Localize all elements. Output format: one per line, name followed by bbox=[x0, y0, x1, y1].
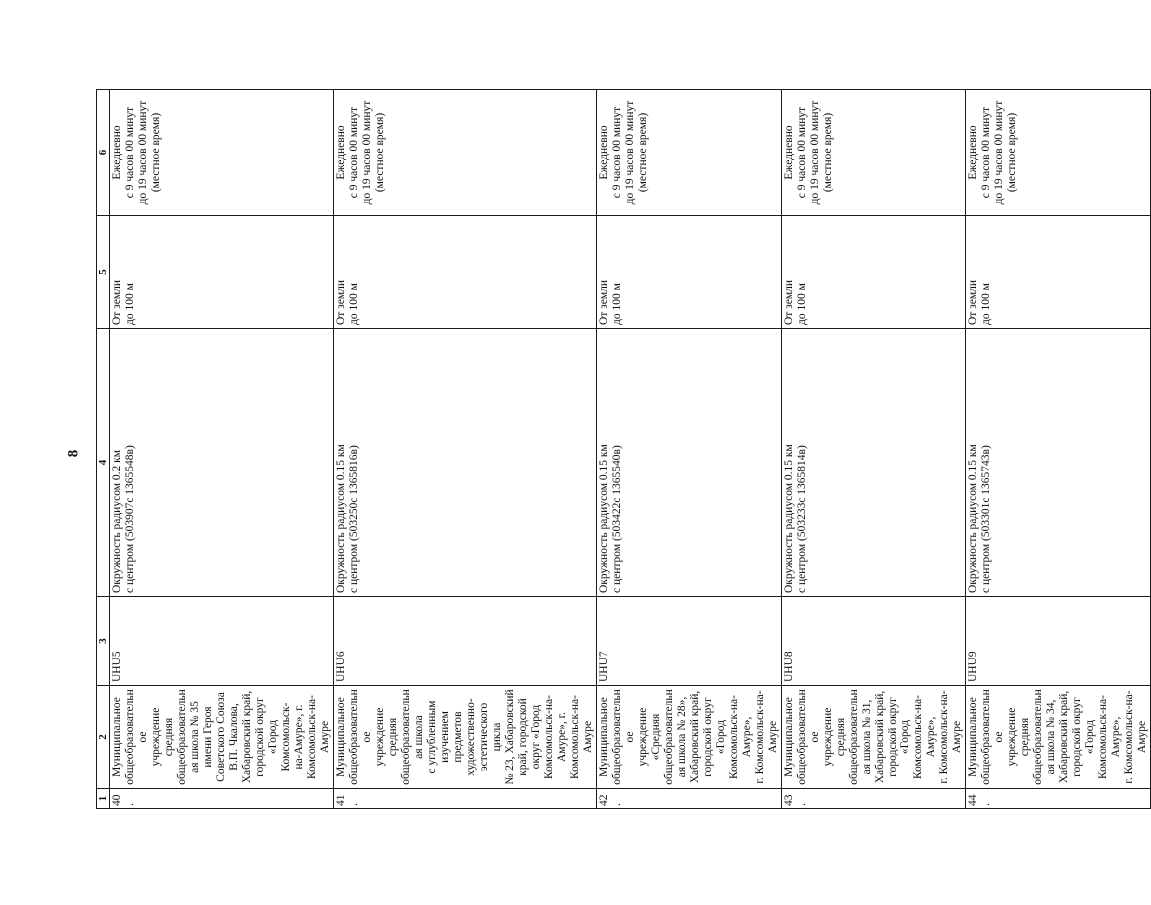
text-line: с 9 часов 00 минут bbox=[348, 106, 361, 199]
text-line: до 100 м bbox=[980, 283, 993, 325]
text-line: учреждение «Средняя bbox=[636, 707, 662, 767]
zone-area bbox=[966, 329, 1151, 597]
text-line: с 9 часов 00 минут bbox=[980, 106, 993, 199]
text-line: с центром (503907с 1365548в) bbox=[124, 445, 137, 593]
text-line: городской округ «Город Комсомольск- bbox=[254, 697, 293, 777]
text-line: Окружность радиусом 0.15 км bbox=[782, 444, 795, 593]
zone-time bbox=[110, 90, 334, 216]
text-line: до 100 м bbox=[124, 283, 137, 325]
text-line: (местное время) bbox=[1006, 112, 1019, 193]
text-line: учреждение средняя bbox=[150, 707, 176, 767]
table-row bbox=[334, 90, 597, 809]
text-line: (местное время) bbox=[821, 112, 834, 193]
row-number: 40. bbox=[110, 789, 334, 809]
zone-area bbox=[596, 329, 781, 597]
row-number: 44. bbox=[966, 789, 1151, 809]
zone-code: UHU7 bbox=[596, 597, 781, 686]
text-line: От земли bbox=[597, 279, 610, 325]
text-line: «Город Комсомольск-на-Амуре», bbox=[1084, 695, 1123, 780]
text-line: общеобразовательная школа № 28», bbox=[662, 689, 688, 785]
text-line: с углубленным изучением предметов bbox=[426, 700, 465, 774]
text-line: имени Героя Советского Союза bbox=[202, 692, 228, 782]
text-line: с 9 часов 00 минут bbox=[795, 106, 808, 199]
table-row bbox=[110, 90, 334, 809]
text-line: до 19 часов 00 минут bbox=[137, 100, 150, 205]
zone-area bbox=[110, 329, 334, 597]
zone-height bbox=[966, 216, 1151, 329]
text-line: художественно-эстетического цикла bbox=[465, 698, 503, 776]
header-col-6: 6 bbox=[97, 90, 110, 216]
text-line: (местное время) bbox=[150, 112, 163, 193]
text-line: Ежедневно bbox=[111, 125, 124, 180]
text-line: с центром (503422с 1365540в) bbox=[610, 445, 623, 593]
text-line: Амуре», г. Комсомольск-на-Амуре bbox=[555, 695, 594, 780]
header-col-4: 4 bbox=[97, 329, 110, 597]
row-number: 42. bbox=[596, 789, 781, 809]
text-line: Муниципальное общеобразовательное bbox=[967, 689, 1006, 785]
zone-height bbox=[334, 216, 597, 329]
header-col-2: 2 bbox=[97, 686, 110, 789]
rotated-table-container bbox=[96, 90, 1149, 809]
text-line: до 19 часов 00 минут bbox=[993, 100, 1006, 205]
zone-time bbox=[334, 90, 597, 216]
text-line: общеобразовательная школа bbox=[400, 689, 426, 785]
zone-code: UHU9 bbox=[966, 597, 1151, 686]
text-line: округ «Город Комсомольск-на- bbox=[529, 695, 555, 780]
table-row bbox=[596, 90, 781, 809]
text-line: Муниципальное общеобразовательное bbox=[111, 689, 150, 785]
zone-code: UHU8 bbox=[781, 597, 966, 686]
text-line: до 19 часов 00 минут bbox=[623, 100, 636, 205]
institution-name bbox=[596, 686, 781, 789]
text-line: Хабаровский край, городской округ bbox=[873, 690, 899, 784]
institution-name bbox=[110, 686, 334, 789]
text-line: г. Комсомольск-на-Амуре bbox=[753, 690, 779, 784]
zone-height bbox=[596, 216, 781, 329]
institution-name bbox=[334, 686, 597, 789]
zone-height bbox=[110, 216, 334, 329]
text-line: От земли bbox=[111, 279, 124, 325]
text-line: Муниципальное общеобразовательное bbox=[335, 689, 374, 785]
text-line: учреждение средняя bbox=[1006, 707, 1032, 767]
header-col-3: 3 bbox=[97, 597, 110, 686]
zone-code: UHU5 bbox=[110, 597, 334, 686]
text-line: (местное время) bbox=[374, 112, 387, 193]
zone-time bbox=[781, 90, 966, 216]
institution-name bbox=[781, 686, 966, 789]
text-line: на-Амуре», г. Комсомольск-на-Амуре bbox=[293, 695, 332, 780]
row-number: 43. bbox=[781, 789, 966, 809]
text-line: От земли bbox=[335, 279, 348, 325]
table-header-row bbox=[97, 90, 110, 809]
text-line: учреждение средняя bbox=[821, 707, 847, 767]
zone-area bbox=[334, 329, 597, 597]
table-row bbox=[966, 90, 1151, 809]
text-line: Окружность радиусом 0.15 км bbox=[597, 444, 610, 593]
zone-time bbox=[966, 90, 1151, 216]
text-line: Окружность радиусом 0.15 км bbox=[967, 444, 980, 593]
text-line: № 23, Хабаровский край, городской bbox=[503, 689, 529, 785]
text-line: В.П. Чкалова, Хабаровский край, bbox=[228, 690, 254, 784]
zone-time bbox=[596, 90, 781, 216]
text-line: Хабаровский край, городской округ bbox=[1058, 690, 1084, 784]
text-line: г. Комсомольск-на-Амуре bbox=[1123, 690, 1149, 784]
text-line: до 100 м bbox=[795, 283, 808, 325]
text-line: Хабаровский край, городской округ bbox=[688, 690, 714, 784]
text-line: общеобразовательная школа № 34, bbox=[1032, 689, 1058, 785]
text-line: Ежедневно bbox=[597, 125, 610, 180]
text-line: до 100 м bbox=[348, 283, 361, 325]
text-line: г. Комсомольск-на-Амуре bbox=[938, 690, 964, 784]
text-line: учреждение средняя bbox=[374, 707, 400, 767]
text-line: «Город Комсомольск-на-Амуре», bbox=[714, 695, 753, 780]
text-line: Ежедневно bbox=[967, 125, 980, 180]
text-line: общеобразовательная школа № 31, bbox=[847, 689, 873, 785]
text-line: Ежедневно bbox=[335, 125, 348, 180]
text-line: Окружность радиусом 0.15 км bbox=[335, 444, 348, 593]
text-line: Ежедневно bbox=[782, 125, 795, 180]
text-line: От земли bbox=[967, 279, 980, 325]
zone-code: UHU6 bbox=[334, 597, 597, 686]
text-line: до 100 м bbox=[610, 283, 623, 325]
header-col-1: 1 bbox=[97, 789, 110, 809]
text-line: Муниципальное общеобразовательное bbox=[597, 689, 636, 785]
text-line: до 19 часов 00 минут bbox=[808, 100, 821, 205]
text-line: Муниципальное общеобразовательное bbox=[782, 689, 821, 785]
institution-name bbox=[966, 686, 1151, 789]
text-line: «Город Комсомольск-на-Амуре», bbox=[899, 695, 938, 780]
text-line: с 9 часов 00 минут bbox=[610, 106, 623, 199]
text-line: с 9 часов 00 минут bbox=[124, 106, 137, 199]
page-number: 8 bbox=[65, 449, 82, 458]
zone-height bbox=[781, 216, 966, 329]
text-line: с центром (503233с 1365814в) bbox=[795, 445, 808, 593]
row-number: 41. bbox=[334, 789, 597, 809]
text-line: (местное время) bbox=[636, 112, 649, 193]
text-line: Окружность радиусом 0.2 км bbox=[111, 450, 124, 593]
text-line: с центром (503301с 1365743в) bbox=[980, 445, 993, 593]
text-line: От земли bbox=[782, 279, 795, 325]
zone-area bbox=[781, 329, 966, 597]
text-line: до 19 часов 00 минут bbox=[361, 100, 374, 205]
table-row bbox=[781, 90, 966, 809]
text-line: с центром (503250с 1365816в) bbox=[348, 445, 361, 593]
header-col-5: 5 bbox=[97, 216, 110, 329]
airspace-zones-table bbox=[96, 89, 1151, 809]
text-line: общеобразовательная школа № 35 bbox=[176, 689, 202, 785]
